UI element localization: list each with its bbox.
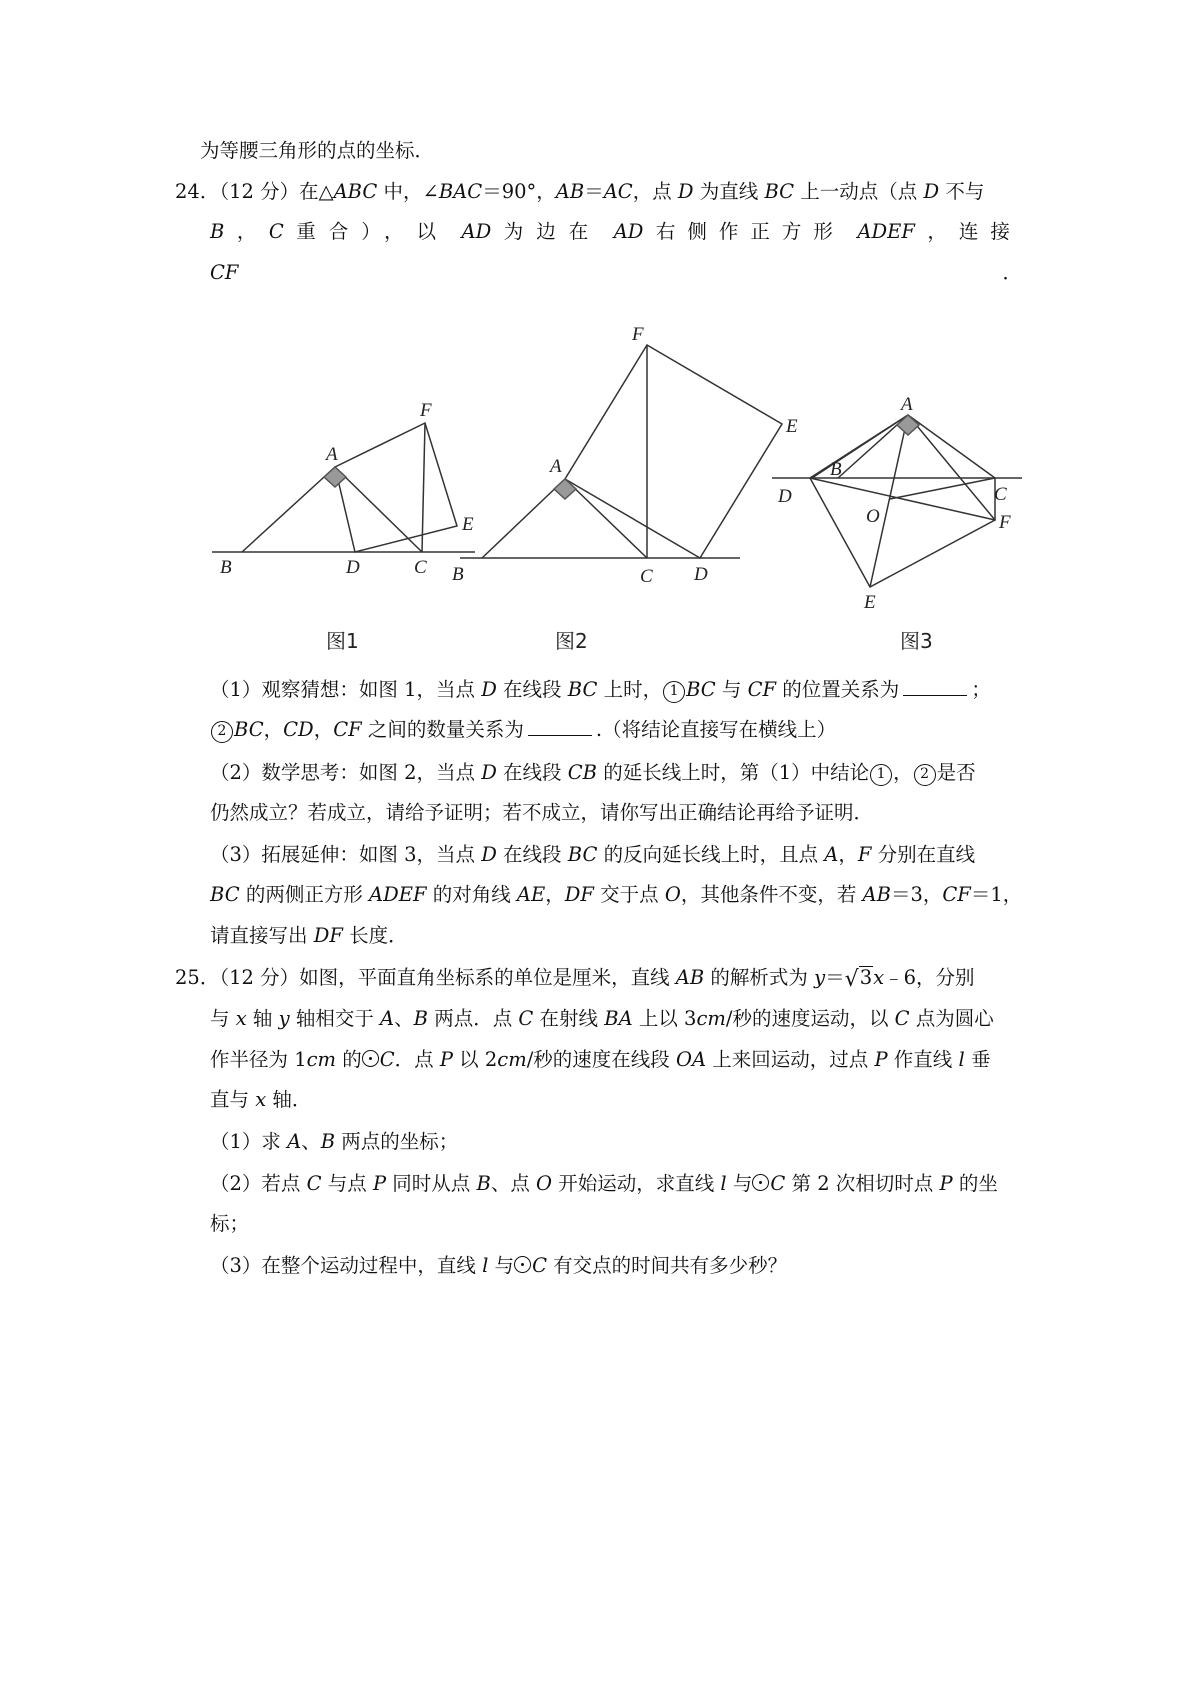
q25-stem-line2: [210, 1005, 994, 1033]
radicand: 3: [859, 966, 873, 989]
fig2-segment-ac: [565, 479, 647, 558]
var: CF: [747, 678, 777, 701]
q24-number: 24．: [175, 180, 220, 203]
fig2-label-d: D: [694, 564, 708, 585]
text: 在线段: [496, 761, 568, 784]
text: 与点: [321, 1172, 373, 1195]
text: 作直线: [887, 1048, 959, 1071]
var: B: [413, 1007, 428, 1030]
var: B: [210, 220, 225, 243]
var: AD: [613, 220, 644, 243]
var: A: [824, 843, 839, 866]
q24-stem-line3: [210, 259, 1022, 287]
fig1-label-a: A: [326, 444, 338, 465]
fig3-label-o: O: [866, 506, 880, 527]
text: 直与: [210, 1088, 256, 1111]
fig3-right-angle-mark: [897, 415, 919, 435]
var: x: [235, 1007, 247, 1030]
var: AB: [675, 966, 705, 989]
text: ，: [838, 843, 858, 866]
q25-stem-line4: [210, 1086, 311, 1114]
text: （3）在整个运动过程中，直线: [210, 1254, 483, 1277]
var: x: [873, 966, 885, 989]
fig3-label-e: E: [864, 592, 876, 613]
var: C: [379, 1048, 395, 1071]
text: 的反向延长线上时，且点: [597, 843, 825, 866]
var: CD: [283, 718, 314, 741]
var: CF: [333, 718, 362, 741]
text: 是否: [936, 761, 976, 784]
q25-score: （12 分）: [219, 966, 300, 989]
fig1-segment-cf: [422, 423, 425, 552]
text: ＝1，: [970, 883, 1023, 906]
var: D: [923, 180, 940, 203]
text: 请直接写出: [210, 924, 314, 947]
var: BC: [234, 718, 264, 741]
var: O: [536, 1172, 553, 1195]
fig3-label-a: A: [901, 394, 913, 415]
var: C: [306, 1172, 322, 1195]
text: 两点的坐标；: [335, 1130, 459, 1153]
fig1-label-e: E: [462, 514, 474, 535]
var: C: [894, 1007, 910, 1030]
var: ABC: [333, 180, 378, 203]
q24-score: （12 分）: [219, 180, 300, 203]
q25-part2-line1: [210, 1170, 998, 1198]
text: 的解析式为: [704, 966, 815, 989]
text: 上以 3: [632, 1007, 697, 1030]
text: 作半径为 1: [210, 1048, 307, 1071]
text: 与: [726, 1172, 753, 1195]
text: ＝90°，: [482, 180, 556, 203]
var: BC: [567, 843, 598, 866]
text: ，其他条件不变，若: [680, 883, 863, 906]
fig1-segment-ab: [242, 467, 335, 552]
text: 与: [210, 1007, 236, 1030]
text: 轴．: [266, 1088, 312, 1111]
var: y: [278, 1007, 290, 1030]
q25-number: 25．: [175, 966, 220, 989]
text: 的两侧正方形: [239, 883, 370, 906]
fig2-label-c: C: [640, 566, 653, 587]
fig2-caption: 图2: [555, 629, 588, 653]
var: ADEF: [857, 220, 915, 243]
text: 为直线: [693, 180, 765, 203]
fig3-segment-oc: [890, 478, 995, 499]
fig1-label-b: B: [220, 557, 232, 578]
var: B: [320, 1130, 336, 1153]
q24-part2-line1: [210, 759, 976, 787]
radical-sign-icon: √: [844, 967, 859, 992]
fig2-square-adef: [565, 345, 782, 558]
var: AE: [516, 883, 546, 906]
var: C: [268, 220, 284, 243]
circled-number-1: 1: [663, 681, 685, 703]
text: ，连接: [927, 220, 1022, 243]
text: 、: [301, 1130, 321, 1153]
var: C: [770, 1172, 786, 1195]
fig3-label-d: D: [778, 486, 792, 507]
var: C: [518, 1007, 534, 1030]
text: 右侧作正方形: [655, 220, 845, 243]
answer-blank-2: [528, 717, 592, 736]
circle-dot-icon: [362, 1050, 379, 1067]
var: P: [372, 1172, 387, 1195]
var: F: [857, 843, 872, 866]
q24-stem-line1: [175, 178, 984, 206]
var: P: [939, 1172, 953, 1195]
fig3-label-b: B: [830, 459, 842, 480]
text: ＝3，: [890, 883, 943, 906]
circled-number-2: 2: [914, 764, 936, 786]
fig2-right-angle-mark: [554, 479, 576, 499]
q24-stem-line2: [210, 218, 1022, 246]
var: CF: [942, 883, 971, 906]
fig3-label-c: C: [994, 484, 1007, 505]
text: 在线段: [496, 678, 568, 701]
text: 在△: [299, 180, 334, 203]
text: 第 2 次相切时点: [785, 1172, 940, 1195]
text: 不与: [939, 180, 985, 203]
var: P: [874, 1048, 888, 1071]
var: DF: [564, 883, 594, 906]
var: x: [255, 1088, 267, 1111]
text: 、: [394, 1007, 414, 1030]
text: 中，∠: [377, 180, 439, 203]
var: A: [380, 1007, 395, 1030]
sqrt-expression: [845, 964, 873, 994]
text: 在射线: [533, 1007, 605, 1030]
text: 的坐: [952, 1172, 998, 1195]
fig2-label-b: B: [452, 564, 464, 585]
text: /秒的速度运动，以: [725, 1007, 895, 1030]
text: （1）求: [210, 1130, 288, 1153]
text: ．: [1002, 261, 1022, 284]
text: .（将结论直接写在横线上）: [595, 718, 837, 741]
q25-stem-line3: [210, 1046, 990, 1074]
text: ﹣6，分别: [884, 966, 975, 989]
text: 以 2: [452, 1048, 498, 1071]
fig3-diagonal-ae: [870, 415, 908, 587]
q24-part1-line2: [210, 716, 836, 744]
var: l: [720, 1172, 727, 1195]
text: 垂: [964, 1048, 991, 1071]
text: ，点: [632, 180, 678, 203]
text: （3）拓展延伸：如图 3，当点: [210, 843, 482, 866]
text: 的对角线: [426, 883, 517, 906]
text: 与: [488, 1254, 515, 1277]
text: ，: [313, 718, 334, 741]
text: ，: [545, 883, 565, 906]
fig2-label-f: F: [632, 324, 644, 345]
q24-part1-line1: [210, 676, 991, 704]
fig1-label-c: C: [414, 557, 427, 578]
text: 轴相交于: [289, 1007, 381, 1030]
text: （1）观察猜想：如图 1，当点: [210, 678, 482, 701]
var: cm: [497, 1048, 527, 1071]
var: C: [532, 1254, 547, 1277]
circled-number-1: 1: [870, 764, 892, 786]
text: 为边在: [503, 220, 602, 243]
var: B: [476, 1172, 491, 1195]
var: cm: [306, 1048, 337, 1071]
prev-question-tail: 为等腰三角形的点的坐标．: [200, 139, 435, 162]
var: y: [814, 966, 826, 989]
text: 开始运动，求直线: [552, 1172, 721, 1195]
text: ．点: [394, 1048, 440, 1071]
var: DF: [313, 924, 343, 947]
text: 同时从点: [386, 1172, 477, 1195]
text: ＝: [825, 966, 845, 989]
text: （2）若点: [210, 1172, 307, 1195]
fig1-right-angle-mark: [324, 467, 346, 487]
q24-part3-line2: [210, 881, 1022, 909]
var: D: [481, 678, 497, 701]
var: D: [481, 843, 497, 866]
text: 分别在直线: [871, 843, 976, 866]
text: 的: [336, 1048, 362, 1071]
text: 上来回运动，过点: [706, 1048, 875, 1071]
fig3-label-f: F: [999, 512, 1011, 533]
var: AC: [603, 180, 633, 203]
q24-part2-line2: 仍然成立？若成立，请给予证明；若不成立，请你写出正确结论再给予证明．: [210, 801, 874, 824]
text: 如图，平面直角坐标系的单位是厘米，直线: [299, 966, 676, 989]
var: BC: [210, 883, 240, 906]
text: 之间的数量关系为: [361, 718, 524, 741]
fig2-label-e: E: [786, 416, 798, 437]
q25-part3: [210, 1252, 787, 1280]
var: D: [677, 180, 694, 203]
var: ADEF: [369, 883, 427, 906]
text: 在线段: [496, 843, 568, 866]
q24-part3-line3: [210, 922, 408, 950]
var: BC: [764, 180, 795, 203]
q25-part1: [210, 1128, 458, 1156]
q24-figures: [200, 290, 1070, 680]
text: 的延长线上时，第（1）中结论: [597, 761, 870, 784]
text: ；: [971, 678, 991, 701]
text: ＝: [584, 180, 604, 203]
fig1-caption: 图1: [326, 629, 359, 653]
figure-1: [212, 423, 475, 552]
var: D: [481, 761, 497, 784]
var: AB: [862, 883, 891, 906]
figure-3: [772, 415, 1022, 587]
circle-dot-icon: [752, 1174, 769, 1191]
text: ，: [236, 220, 257, 243]
fig3-caption: 图3: [900, 629, 933, 653]
fig1-square-adef: [335, 423, 457, 552]
var: AD: [461, 220, 492, 243]
var: l: [482, 1254, 489, 1277]
text: 与: [715, 678, 748, 701]
circled-number-2: 2: [211, 721, 233, 743]
text: 有交点的时间共有多少秒？: [546, 1254, 788, 1277]
text: 长度．: [342, 924, 408, 947]
text: 交于点: [593, 883, 665, 906]
var: BC: [686, 678, 716, 701]
var: BC: [567, 678, 598, 701]
var: CF: [210, 261, 239, 284]
fig1-label-d: D: [346, 557, 360, 578]
figure-2: [460, 345, 782, 558]
fig1-label-f: F: [420, 400, 432, 421]
fig1-segment-ac: [335, 467, 422, 552]
text: 上时，: [597, 678, 663, 701]
var: AB: [555, 180, 585, 203]
text: ，: [263, 718, 284, 741]
var: cm: [696, 1007, 726, 1030]
var: A: [287, 1130, 302, 1153]
var: OA: [676, 1048, 707, 1071]
var: CB: [567, 761, 598, 784]
q24-part3-line1: [210, 841, 975, 869]
var: P: [439, 1048, 453, 1071]
text: 、点: [490, 1172, 537, 1195]
text: 的位置关系为: [776, 678, 900, 701]
var: l: [958, 1048, 965, 1071]
text: 重合），以: [296, 220, 449, 243]
var: BAC: [438, 180, 483, 203]
text: 上一动点（点: [794, 180, 924, 203]
text: ，: [893, 761, 913, 784]
q25-part2-line2: 标；: [210, 1212, 250, 1235]
answer-blank-1: [903, 677, 967, 696]
text: 两点．点: [428, 1007, 519, 1030]
var: BA: [604, 1007, 633, 1030]
text: /秒的速度在线段: [526, 1048, 676, 1071]
text: （2）数学思考：如图 2，当点: [210, 761, 482, 784]
circle-dot-icon: [514, 1256, 531, 1273]
fig2-segment-ab: [482, 479, 565, 558]
var: O: [664, 883, 681, 906]
text: 点为圆心: [909, 1007, 994, 1030]
q25-stem-line1: [175, 964, 975, 994]
fig2-label-a: A: [550, 456, 562, 477]
text: 轴: [246, 1007, 279, 1030]
